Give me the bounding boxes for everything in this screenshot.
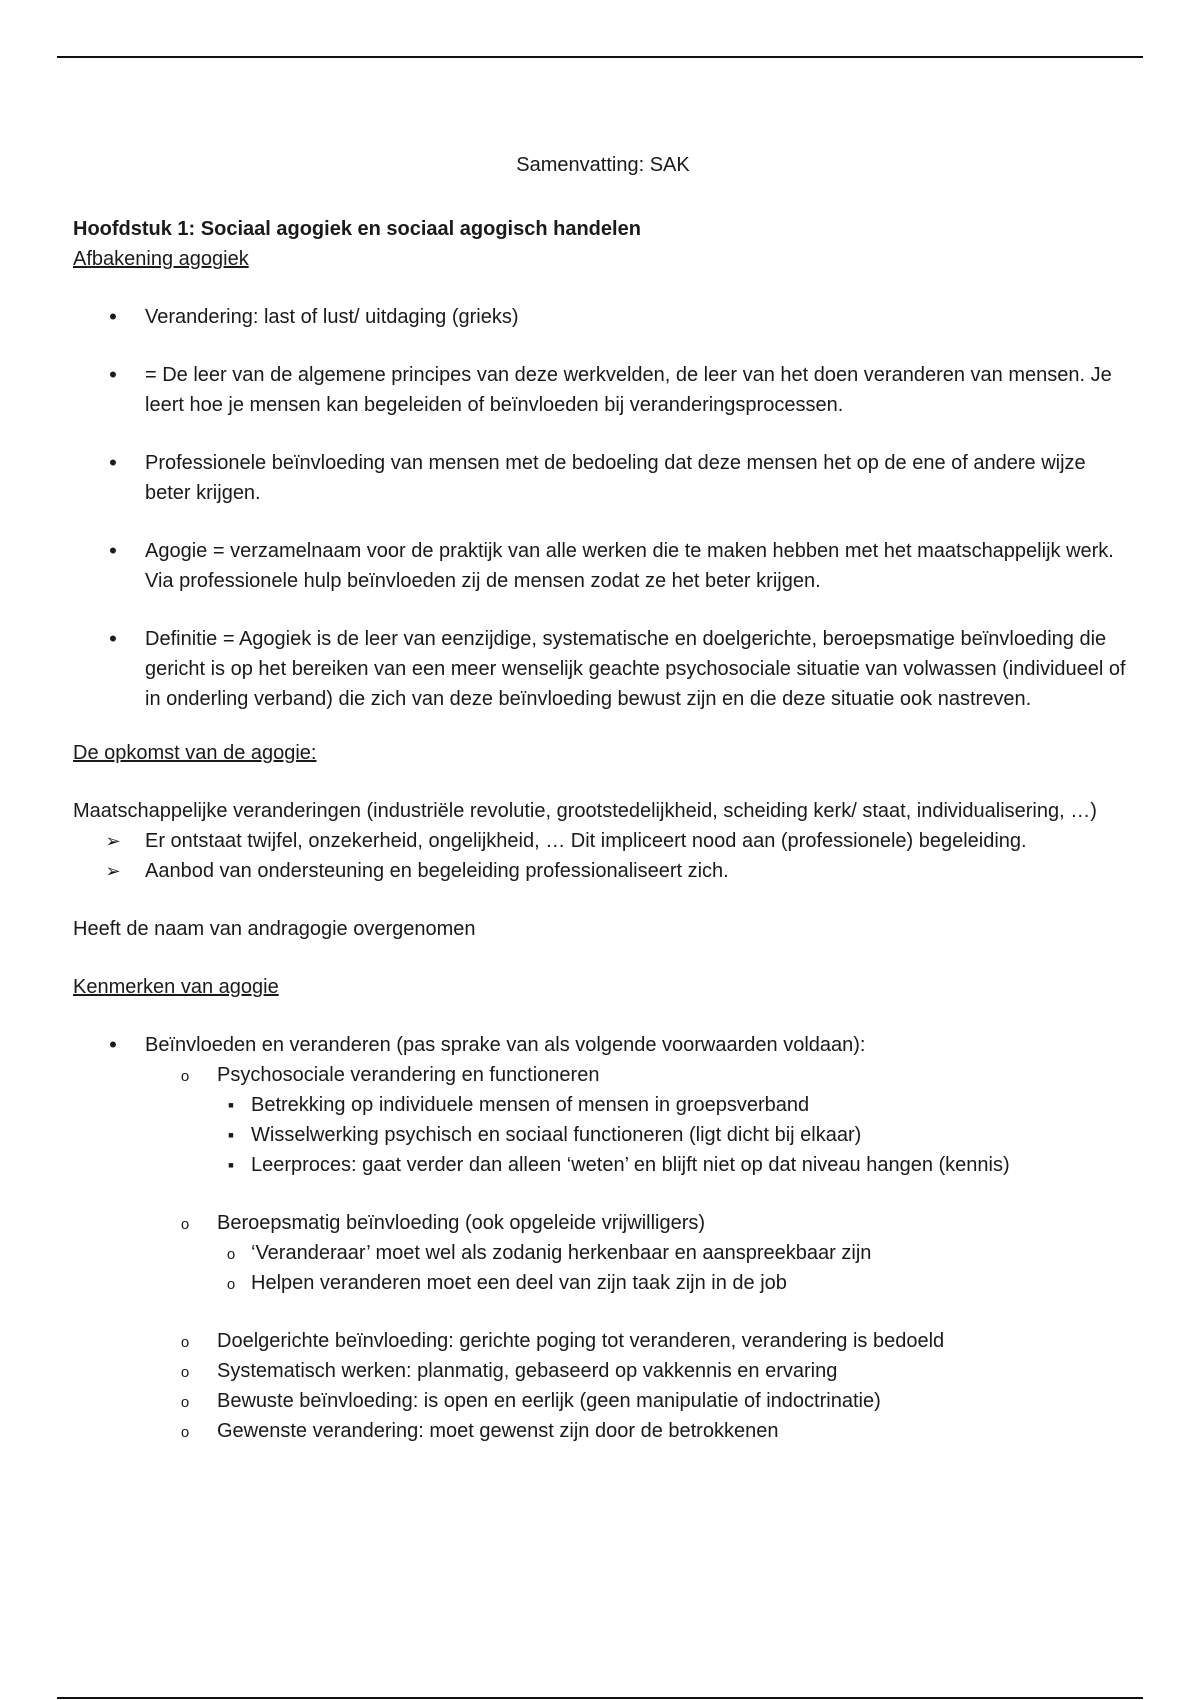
list-item <box>73 1060 1133 1180</box>
list-item <box>73 360 1133 420</box>
arrow-bullet-icon <box>103 856 123 886</box>
list-item <box>73 1416 1133 1446</box>
bullet-icon <box>103 536 123 567</box>
square-bullet-icon <box>221 1120 241 1150</box>
kenmerken-list <box>73 1030 1133 1446</box>
list-item-text: Professionele beïnvloeding van mensen met de bedoeling dat deze mensen het op de ene of andere wijze beter krijgen. <box>145 452 1086 504</box>
list-item-text: Helpen veranderen moet een deel van zijn taak zijn in de job <box>251 1272 787 1294</box>
circle-bullet-icon <box>221 1268 241 1300</box>
list-item-text: Systematisch werken: planmatig, gebaseerd op vakkennis en ervaring <box>217 1360 838 1382</box>
list-item <box>217 1238 1133 1268</box>
list-item-text: = De leer van de algemene principes van deze werkvelden, de leer van het doen veranderen van mensen. Je leert hoe je mensen kan begeleiden of beïnvloeden bij veranderingsprocessen. <box>145 364 1112 416</box>
list-item <box>73 1208 1133 1298</box>
list-item-text: Psychosociale verandering en functioneren <box>217 1064 600 1086</box>
list-item <box>73 1386 1133 1416</box>
list-item <box>73 856 1133 886</box>
chapter-heading: Hoofdstuk 1: Sociaal agogiek en sociaal agogisch handelen <box>73 218 641 240</box>
list-item <box>73 624 1133 714</box>
circle-bullet-icon <box>221 1238 241 1270</box>
circle-bullet-icon <box>175 1356 195 1388</box>
list-item-text: Beïnvloeden en veranderen (pas sprake van als volgende voorwaarden voldaan): <box>145 1034 866 1056</box>
andragogie-note: Heeft de naam van andragogie overgenomen <box>73 918 476 940</box>
list-item <box>217 1120 1133 1150</box>
opkomst-intro: Maatschappelijke veranderingen (industriële revolutie, grootstedelijkheid, scheiding kerk/ staat, individualisering, …) <box>73 800 1097 822</box>
afbakening-bullet-list <box>73 302 1133 714</box>
opkomst-arrow-list <box>73 826 1133 886</box>
list-item <box>73 826 1133 856</box>
circle-bullet-icon <box>175 1326 195 1358</box>
list-item-text: Verandering: last of lust/ uitdaging (grieks) <box>145 306 519 328</box>
circle-bullet-icon <box>175 1208 195 1240</box>
bullet-icon <box>103 302 123 333</box>
list-item-text: Betrekking op individuele mensen of mensen in groepsverband <box>251 1094 810 1116</box>
bullet-icon <box>103 448 123 479</box>
list-item <box>217 1268 1133 1298</box>
document-page <box>73 150 1133 1446</box>
square-bullet-icon <box>221 1090 241 1120</box>
square-bullet-icon <box>221 1150 241 1180</box>
list-item <box>73 448 1133 508</box>
list-item-text: Agogie = verzamelnaam voor de praktijk van alle werken die te maken hebben met het maatschappelijk werk. Via professionele hulp beïnvloeden zij de mensen zodat ze het beter krijgen. <box>145 540 1114 592</box>
list-item <box>73 1326 1133 1356</box>
kenmerken-sublist <box>73 1060 1133 1446</box>
psychosociaal-sublist <box>217 1090 1133 1180</box>
bullet-icon <box>103 1030 123 1061</box>
list-item-text: Aanbod van ondersteuning en begeleiding professionaliseert zich. <box>145 860 729 882</box>
list-item-text: Er ontstaat twijfel, onzekerheid, ongelijkheid, … Dit impliceert nood aan (professionele) begeleiding. <box>145 830 1027 852</box>
bullet-icon <box>103 624 123 655</box>
circle-bullet-icon <box>175 1416 195 1448</box>
list-item <box>217 1090 1133 1120</box>
circle-bullet-icon <box>175 1386 195 1418</box>
list-item-text: Doelgerichte beïnvloeding: gerichte poging tot veranderen, verandering is bedoeld <box>217 1330 945 1352</box>
list-item-text: Bewuste beïnvloeding: is open en eerlijk (geen manipulatie of indoctrinatie) <box>217 1390 881 1412</box>
circle-bullet-icon <box>175 1060 195 1092</box>
document-title: Samenvatting: SAK <box>516 154 690 176</box>
list-item <box>73 536 1133 596</box>
beroepsmatig-sublist <box>217 1238 1133 1298</box>
list-item <box>73 1030 1133 1446</box>
arrow-bullet-icon <box>103 826 123 856</box>
list-item-text: Leerproces: gaat verder dan alleen ‘weten’ en blijft niet op dat niveau hangen (kennis) <box>251 1154 1010 1176</box>
section-heading-opkomst: De opkomst van de agogie: <box>73 742 317 764</box>
list-item <box>73 1356 1133 1386</box>
list-item-text: Wisselwerking psychisch en sociaal functioneren (ligt dicht bij elkaar) <box>251 1124 862 1146</box>
list-item <box>217 1150 1133 1180</box>
footer-rule <box>57 1697 1143 1699</box>
list-item <box>73 302 1133 332</box>
list-item-text: ‘Veranderaar’ moet wel als zodanig herkenbaar en aanspreekbaar zijn <box>251 1242 872 1264</box>
list-item-text: Beroepsmatig beïnvloeding (ook opgeleide vrijwilligers) <box>217 1212 706 1234</box>
section-heading-afbakening: Afbakening agogiek <box>73 248 249 270</box>
bullet-icon <box>103 360 123 391</box>
list-item-text: Gewenste verandering: moet gewenst zijn door de betrokkenen <box>217 1420 779 1442</box>
section-heading-kenmerken: Kenmerken van agogie <box>73 976 279 998</box>
list-item-text: Definitie = Agogiek is de leer van eenzijdige, systematische en doelgerichte, beroepsmatige beïnvloeding die gericht is op het bereiken van een meer wenselijk geachte psychosociale situatie van volwassen (individueel of in onderling verband) die zich van deze beïnvloeding bewust zijn en die deze situatie ook nastreven. <box>145 628 1126 710</box>
header-rule <box>57 56 1143 58</box>
